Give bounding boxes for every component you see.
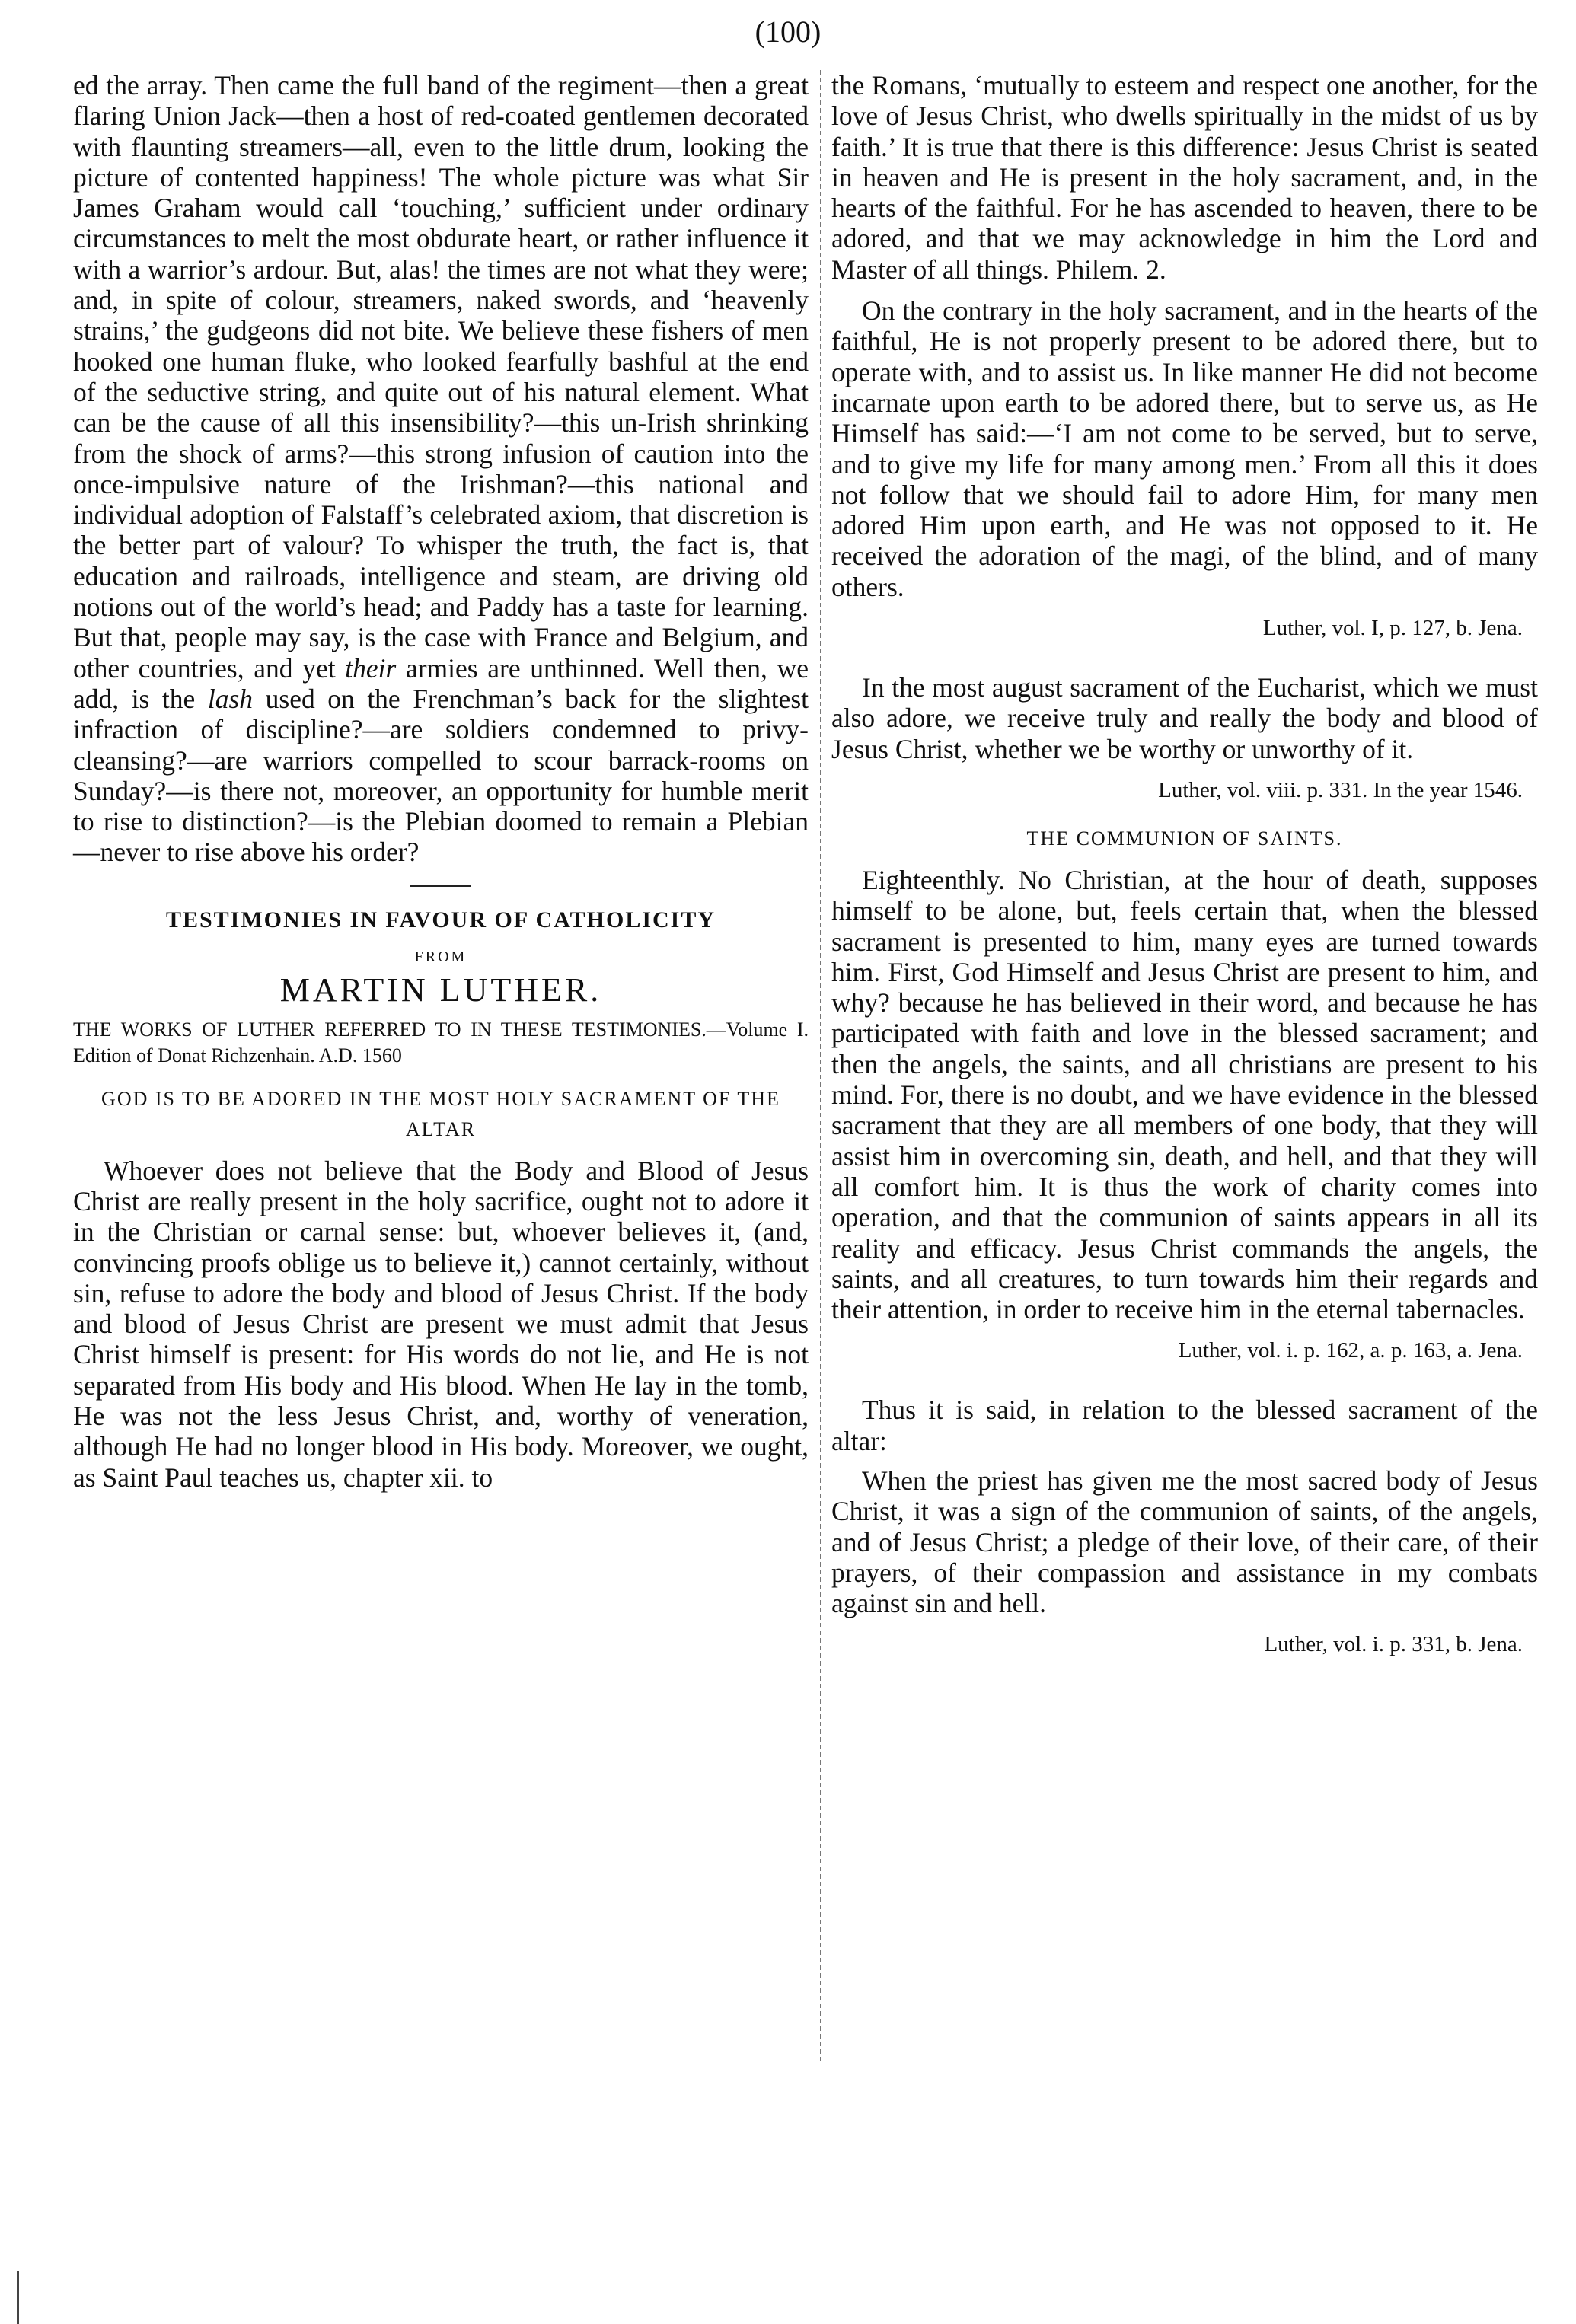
right-paragraph-1: the Romans, ‘mutually to esteem and respect one another, for the love of Jesus Christ, who dwells spiritually in the midst of us by faith.’ It is true that there is this difference: Jesus Christ is seated in heaven and He is present in the holy sacrament, and, in the hearts of the faithful. For he has ascended to heaven, there to be adored, and that we may acknowledge in him the Lord and Master of all things. Philem. 2. bbox=[831, 70, 1538, 285]
right-paragraph-6: When the priest has given me the most sacred body of Jesus Christ, it was a sign of the communion of saints, of the angels, and of Jesus Christ; a pledge of their love, of their care, of their prayers, of their compassion and assistance in my combats against sin and hell. bbox=[831, 1465, 1538, 1619]
right-paragraph-4: Eighteenthly. No Christian, at the hour of death, supposes himself to be alone, but, feels certain that, when the blessed sacrament is presented to him, many eyes are turned towards him. First, God Himself and Jesus Christ are present to him, and why? because he has believed in their word, and because he has participated with faith and love in the blessed sacrament; and then the angels, the saints, and all christians are present to his mind. For, there is no doubt, and we have evidence in the blessed sacrament that they are all members of one body, that they will assist him in overcoming sin, death, and hell, and that they will all comfort him. It is thus the work of charity comes into operation, and that the communion of saints appears in all its reality and efficacy. Jesus Christ commands the angels, the saints, and all creatures, to turn towards him their regards and their attention, in order to receive him in the eternal tabernacles. bbox=[831, 864, 1538, 1325]
right-paragraph-2: On the contrary in the holy sacrament, and in the hearts of the faithful, He is not properly present to be adored there, but to operate with, and to assist us. In like manner He did not become incarnate upon earth to be adored there, but to serve us, as He Himself has said:—‘I am not come to be served, but to serve, and to give my life for many among men.’ From all this it does not follow that we should fail to adore Him, for many men adored Him upon earth, and He was not opposed to it. He received the adoration of the magi, of the blind, and of many others. bbox=[831, 295, 1538, 602]
citation-2: Luther, vol. viii. p. 331. In the year 1546. bbox=[1158, 777, 1523, 802]
section-rule bbox=[410, 885, 471, 887]
adoration-section-heading: GOD IS TO BE ADORED IN THE MOST HOLY SACRAMENT OF THE ALTAR bbox=[101, 1087, 780, 1140]
column-divider bbox=[820, 70, 821, 2061]
right-paragraph-5: Thus it is said, in relation to the blessed sacrament of the altar: bbox=[831, 1395, 1538, 1456]
left-paragraph-1-text: ed the array. Then came the full band of the regiment—then a great flaring Union Jack—then a host of red-coated gentlemen decorated with flaunting streamers—all, even to the little drum, looking the picture of contented happiness! The whole picture was what Sir James Graham would call ‘touching,’ sufficient under ordinary circumstances to melt the most obdurate heart, or rather influence it with a warrior’s ardour. But, alas! the times are not what they were; and, in spite of colour, streamers, naked swords, and ‘heavenly strains,’ the gudgeons did not bite. We believe these fishers of men hooked one human fluke, who looked fearfully bashful at the end of the seductive string, and quite out of his natural element. What can be the cause of all this insensibility?—this un-Irish shrinking from the shock of arms?—this strong infusion of caution into the once-impulsive nature of the Irishman?—this national and individual adoption of Falstaff’s celebrated axiom, that discretion is the better part of valour? To whisper the truth, the fact is, that education and railroads, intelligence and steam, are driving old notions out of the world’s head; and Paddy has a taste for learning. But that, people may say, is the case with France and Belgium, and other countries, and yet bbox=[73, 70, 809, 684]
left-paragraph-2: Whoever does not believe that the Body and Blood of Jesus Christ are really present in the holy sacrifice, ought not to adore it in the Christian or carnal sense: but, whoever believes it, (and, convincing proofs oblige us to believe it,) cannot certainly, without sin, refuse to adore the body and blood of Jesus Christ. If the body and blood of Jesus Christ are present we must admit that Jesus Christ himself is present: for His words do not lie, and He is not separated from His body and His blood. When He lay in the tomb, He was not the less Jesus Christ, and, worthy of veneration, although He had no longer blood in His body. Moreover, we ought, as Saint Paul teaches us, chapter xii. to bbox=[73, 1155, 809, 1493]
italic-their: their bbox=[345, 652, 397, 684]
communion-section-heading: THE COMMUNION OF SAINTS. bbox=[1026, 827, 1343, 850]
left-paragraph-1b-text: armies are unthinned. Well then, we add, is the bbox=[73, 652, 809, 714]
page-number: (100) bbox=[755, 14, 821, 49]
left-paragraph-1c-text: used on the Frenchman’s back for the slightest infraction of discipline?—are soldiers condemned to privy-cleansing?—are warriors compelled to scour barrack-rooms on Sunday?—is there not, moreover, an opportunity for humble merit to rise to distinction?—is the Plebian doomed to remain a Plebian—never to rise above his order? bbox=[73, 683, 809, 868]
italic-lash: lash bbox=[207, 683, 254, 714]
page-edge-mark bbox=[0, 2271, 19, 2324]
works-note: THE WORKS OF LUTHER REFERRED TO IN THESE TESTIMONIES.—Volume I. Edition of Donat Richzenhain. A.D. 1560 bbox=[73, 1018, 809, 1066]
left-column bbox=[73, 70, 809, 1493]
heading-author-name: MARTIN LUTHER. bbox=[279, 971, 602, 1009]
right-column bbox=[831, 70, 1538, 1688]
heading-from: FROM bbox=[414, 948, 467, 966]
right-paragraph-3: In the most august sacrament of the Eucharist, which we must also adore, we receive truly and really the body and blood of Jesus Christ, whether we be worthy or unworthy of it. bbox=[831, 672, 1538, 764]
citation-3: Luther, vol. i. p. 162, a. p. 163, a. Jena. bbox=[1178, 1338, 1523, 1363]
citation-1: Luther, vol. I, p. 127, b. Jena. bbox=[1262, 616, 1523, 641]
testimonies-heading: TESTIMONIES IN FAVOUR OF CATHOLICITY bbox=[165, 907, 716, 932]
citation-4: Luther, vol. i. p. 331, b. Jena. bbox=[1264, 1632, 1523, 1657]
left-paragraph-1 bbox=[73, 70, 809, 868]
